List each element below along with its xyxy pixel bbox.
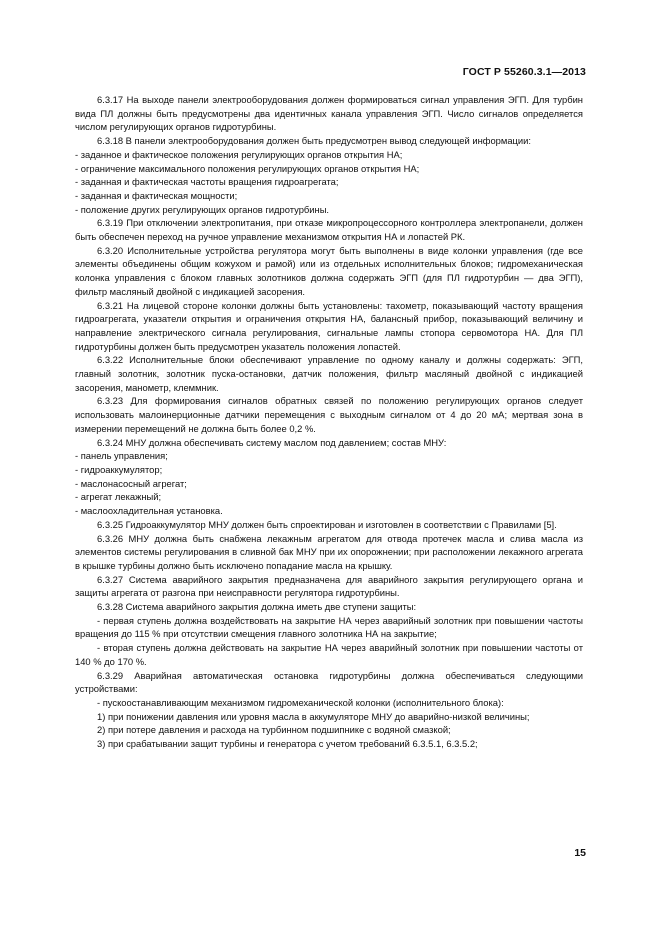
paragraph-6-3-17: 6.3.17 На выходе панели электрооборудования должен формироваться сигнал управления ЭГП. Для турбин вида ПЛ должны быть предусмотрены два идентичных канала управления ЭГП. Число сигналов определяется числом регулирующих органов гидротурбины. (75, 94, 583, 133)
list-item: - ограничение максимального положения регулирующих органов открытия НА; (75, 162, 420, 174)
list-item: - маслонасосный агрегат; (75, 477, 187, 489)
paragraph-6-3-20: 6.3.20 Исполнительные устройства регулятора могут быть выполнены в виде колонки управления (где все элементы объединены общим кожухом и рамой) или из отдельных исполнительных блоков; гидромеханическая колонка управления с блоком главных золотников должна содержать ЭГП (для ПЛ гидротурбин — два ЭГП), фильтр масляный двойной с индикацией засорения. (75, 244, 583, 297)
paragraph-6-3-29-case-2: 2) при потере давления и расхода на турбинном подшипнике с водяной смазкой; (97, 724, 451, 736)
paragraph-6-3-25: 6.3.25 Гидроаккумулятор МНУ должен быть спроектирован и изготовлен в соответствии с Правилами [5]. (97, 518, 557, 530)
paragraph-6-3-21: 6.3.21 На лицевой стороне колонки должны быть установлены: тахометр, показывающий частоту вращения гидроагрегата, указатели открытия и ограничения открытия НА, балансный прибор, показывающий величину и направление электрического сигнала регулирования, сигнальные лампы стопора сервомотора НА. Для ПЛ гидротурбины должен быть предусмотрен указатель положения лопастей. (75, 299, 583, 352)
list-item: - заданное и фактическое положения регулирующих органов открытия НА; (75, 148, 403, 160)
document-code: ГОСТ Р 55260.3.1—2013 (462, 66, 586, 78)
paragraph-6-3-24: 6.3.24 МНУ должна обеспечивать систему маслом под давлением; состав МНУ: (97, 436, 447, 448)
paragraph-6-3-22: 6.3.22 Исполнительные блоки обеспечивают управление по одному каналу и должны содержать: ЭГП, главный золотник, золотник пуска-остановки, датчик положения, фильтр масляный двойной с индикацией засорения, манометр, клеммник. (75, 354, 583, 393)
list-item: - заданная и фактическая мощности; (75, 189, 238, 201)
paragraph-6-3-18: 6.3.18 В панели электрооборудования должен быть предусмотрен вывод следующей информации: (97, 135, 532, 147)
paragraph-6-3-28: 6.3.28 Система аварийного закрытия должна иметь две ступени защиты: (97, 601, 417, 613)
paragraph-6-3-28-stage-2: - вторая ступень должна действовать на закрытие НА через аварийный золотник при повышении частоты от 140 % до 170 %. (75, 642, 583, 667)
page-body (75, 93, 583, 751)
list-item: - заданная и фактическая частоты вращения гидроагрегата; (75, 176, 339, 188)
paragraph-6-3-29-device: - пускоостанавливающим механизмом гидромеханической колонки (исполнительного блока): (97, 696, 504, 708)
paragraph-6-3-28-stage-1: - первая ступень должна воздействовать на закрытие НА через аварийный золотник при повышении частоты вращения до 115 % при отсутствии смещения главного золотника НА на закрытие; (75, 614, 583, 640)
paragraph-6-3-29-case-3: 3) при срабатывании защит турбины и генератора с учетом требований 6.3.5.1, 6.3.5.2; (97, 738, 478, 750)
paragraph-6-3-27: 6.3.27 Система аварийного закрытия предназначена для аварийного закрытия регулирующего органа и защиты агрегата от разгона при неисправности регулятора гидротурбины. (75, 573, 583, 599)
paragraph-6-3-26: 6.3.26 МНУ должна быть снабжена лекажным агрегатом для отвода протечек масла и слива масла из элементов системы регулирования в сливной бак МНУ при их опорожнении; при расположении лекажного агрегата в крышке турбины должно быть исключено попадание масла на крышку. (75, 532, 583, 571)
paragraph-6-3-29: 6.3.29 Аварийная автоматическая остановка гидротурбины должна обеспечиваться следующими устройствами: (75, 669, 583, 695)
page-number: 15 (574, 847, 586, 859)
paragraph-6-3-23: 6.3.23 Для формирования сигналов обратных связей по положению регулирующих органов следует использовать малоинерционные датчики перемещения с выходным сигналом от 4 до 20 мА; мертвая зона в измерении перемещений не должна быть более 0,2 %. (75, 395, 583, 434)
paragraph-6-3-29-case-1: 1) при понижении давления или уровня масла в аккумуляторе МНУ до аварийно-низкой величины; (97, 710, 530, 722)
paragraph-6-3-19: 6.3.19 При отключении электропитания, при отказе микропроцессорного контроллера электропанели, должен быть обеспечен переход на ручное управление механизмом открытия НА и лопастей РК. (75, 217, 583, 243)
list-item: - панель управления; (75, 450, 168, 462)
list-item: - гидроаккумулятор; (75, 463, 163, 475)
list-item: - маслоохладительная установка. (75, 505, 223, 517)
list-item: - агрегат лекажный; (75, 491, 162, 503)
list-item: - положение других регулирующих органов гидротурбины. (75, 203, 330, 215)
